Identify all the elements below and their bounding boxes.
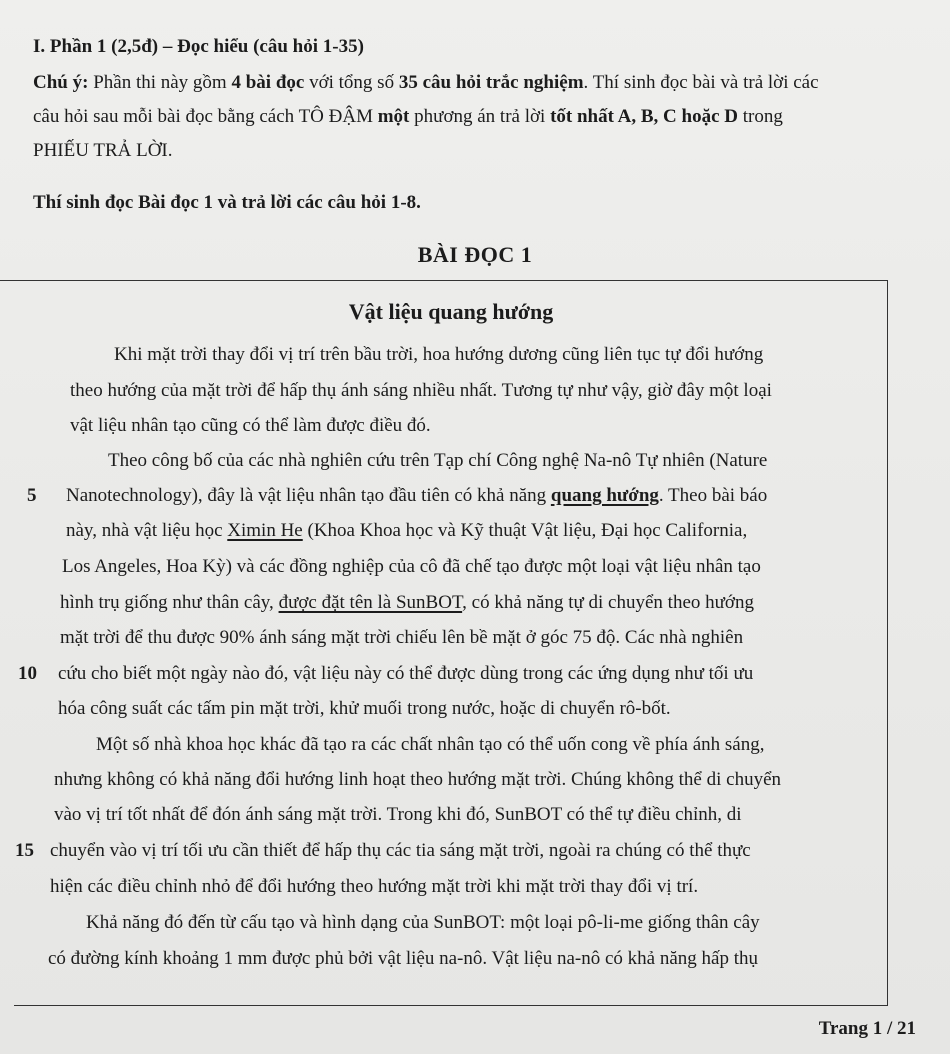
passage-line: mặt trời để thu được 90% ánh sáng mặt trời chiếu lên bề mặt ở góc 75 độ. Các nhà nghiên	[60, 627, 744, 648]
passage-line	[66, 519, 747, 543]
highlight-term: Ximin He	[227, 520, 303, 541]
highlight-term: quang hướng	[550, 485, 659, 506]
line-number: 5	[27, 485, 37, 506]
passage-line: cứu cho biết một ngày nào đó, vật liệu này có thể được dùng trong các ứng dụng như tối ưu	[58, 663, 754, 684]
passage-line: có đường kính khoảng 1 mm được phủ bởi vật liệu na-nô. Vật liệu na-nô có khả năng hấp thụ	[48, 948, 758, 969]
note-text: phương án trả lời	[409, 106, 551, 127]
passage-line: vào vị trí tốt nhất để đón ánh sáng mặt trời. Trong khi đó, SunBOT có thể tự điều chỉnh, di	[54, 804, 742, 825]
passage-text: này, nhà vật liệu học	[66, 520, 228, 541]
passage-text: Nanotechnology), đây là vật liệu nhân tạo đầu tiên có khả năng	[66, 485, 551, 506]
passage-line: chuyển vào vị trí tối ưu cần thiết để hấp thụ các tia sáng mặt trời, ngoài ra chúng có thể thực	[50, 840, 751, 861]
page-number: Trang 1 / 21	[818, 1018, 916, 1039]
passage-box	[14, 280, 888, 1006]
note-paragraph	[33, 66, 913, 168]
passage-line: Khả năng đó đến từ cấu tạo và hình dạng của SunBOT: một loại pô-li-me giống thân cây	[86, 912, 760, 933]
note-text: PHIẾU TRẢ LỜI.	[33, 140, 173, 161]
reading-instruction: Thí sinh đọc Bài đọc 1 và trả lời các câu hỏi 1-8.	[33, 192, 421, 213]
note-text-bold: 4 bài đọc	[231, 72, 305, 93]
passage-line: Khi mặt trời thay đổi vị trí trên bầu trời, hoa hướng dương cũng liên tục tự đổi hướng	[114, 344, 764, 365]
exam-header	[33, 30, 913, 168]
passage-text: hình trụ giống như thân cây,	[60, 592, 279, 613]
line-number: 10	[18, 663, 37, 684]
note-text: với tổng số	[304, 72, 399, 93]
note-label: Chú ý:	[33, 72, 89, 93]
passage-line	[60, 591, 754, 615]
divider	[0, 280, 14, 282]
note-text: Phần thi này gồm	[88, 72, 232, 93]
passage-text: , có khả năng tự di chuyển theo hướng	[462, 592, 754, 613]
reading-title: BÀI ĐỌC 1	[417, 242, 533, 267]
highlight-term: được đặt tên là SunBOT	[278, 592, 463, 613]
passage-line: vật liệu nhân tạo cũng có thể làm được điều đó.	[70, 415, 431, 436]
passage-line: Los Angeles, Hoa Kỳ) và các đồng nghiệp của cô đã chế tạo được một loại vật liệu nhân tạo	[62, 556, 761, 577]
passage-line	[66, 484, 767, 508]
section-title: I. Phần 1 (2,5đ) – Đọc hiểu (câu hỏi 1-35)	[33, 36, 364, 57]
passage-line: nhưng không có khả năng đổi hướng linh hoạt theo hướng mặt trời. Chúng không thể di chuyển	[54, 769, 782, 790]
note-text-bold: 35 câu hỏi trắc nghiệm	[398, 72, 584, 93]
note-text: trong	[737, 106, 783, 127]
passage-line: theo hướng của mặt trời để hấp thụ ánh sáng nhiều nhất. Tương tự như vậy, giờ đây một loại	[70, 380, 772, 401]
note-text: câu hỏi sau mỗi bài đọc bằng cách TÔ ĐẬM	[33, 106, 378, 127]
line-number: 15	[15, 840, 34, 861]
passage-line: hóa công suất các tấm pin mặt trời, khử muối trong nước, hoặc di chuyển rô-bốt.	[58, 698, 671, 719]
note-text-bold: tốt nhất A, B, C hoặc D	[550, 106, 738, 127]
passage-text: . Theo bài báo	[658, 485, 768, 506]
passage-text: (Khoa Khoa học và Kỹ thuật Vật liệu, Đại học California,	[302, 520, 748, 541]
passage-title: Vật liệu quang hướng	[348, 299, 554, 324]
note-text-bold: một	[377, 106, 410, 127]
passage-line: Một số nhà khoa học khác đã tạo ra các chất nhân tạo có thể uốn cong về phía ánh sáng,	[96, 734, 765, 755]
note-text: . Thí sinh đọc bài và trả lời các	[583, 72, 819, 93]
passage-line: Theo công bố của các nhà nghiên cứu trên Tạp chí Công nghệ Na-nô Tự nhiên (Nature	[108, 450, 768, 471]
passage-line: hiện các điều chỉnh nhỏ để đổi hướng theo hướng mặt trời khi mặt trời thay đổi vị trí.	[50, 876, 699, 897]
